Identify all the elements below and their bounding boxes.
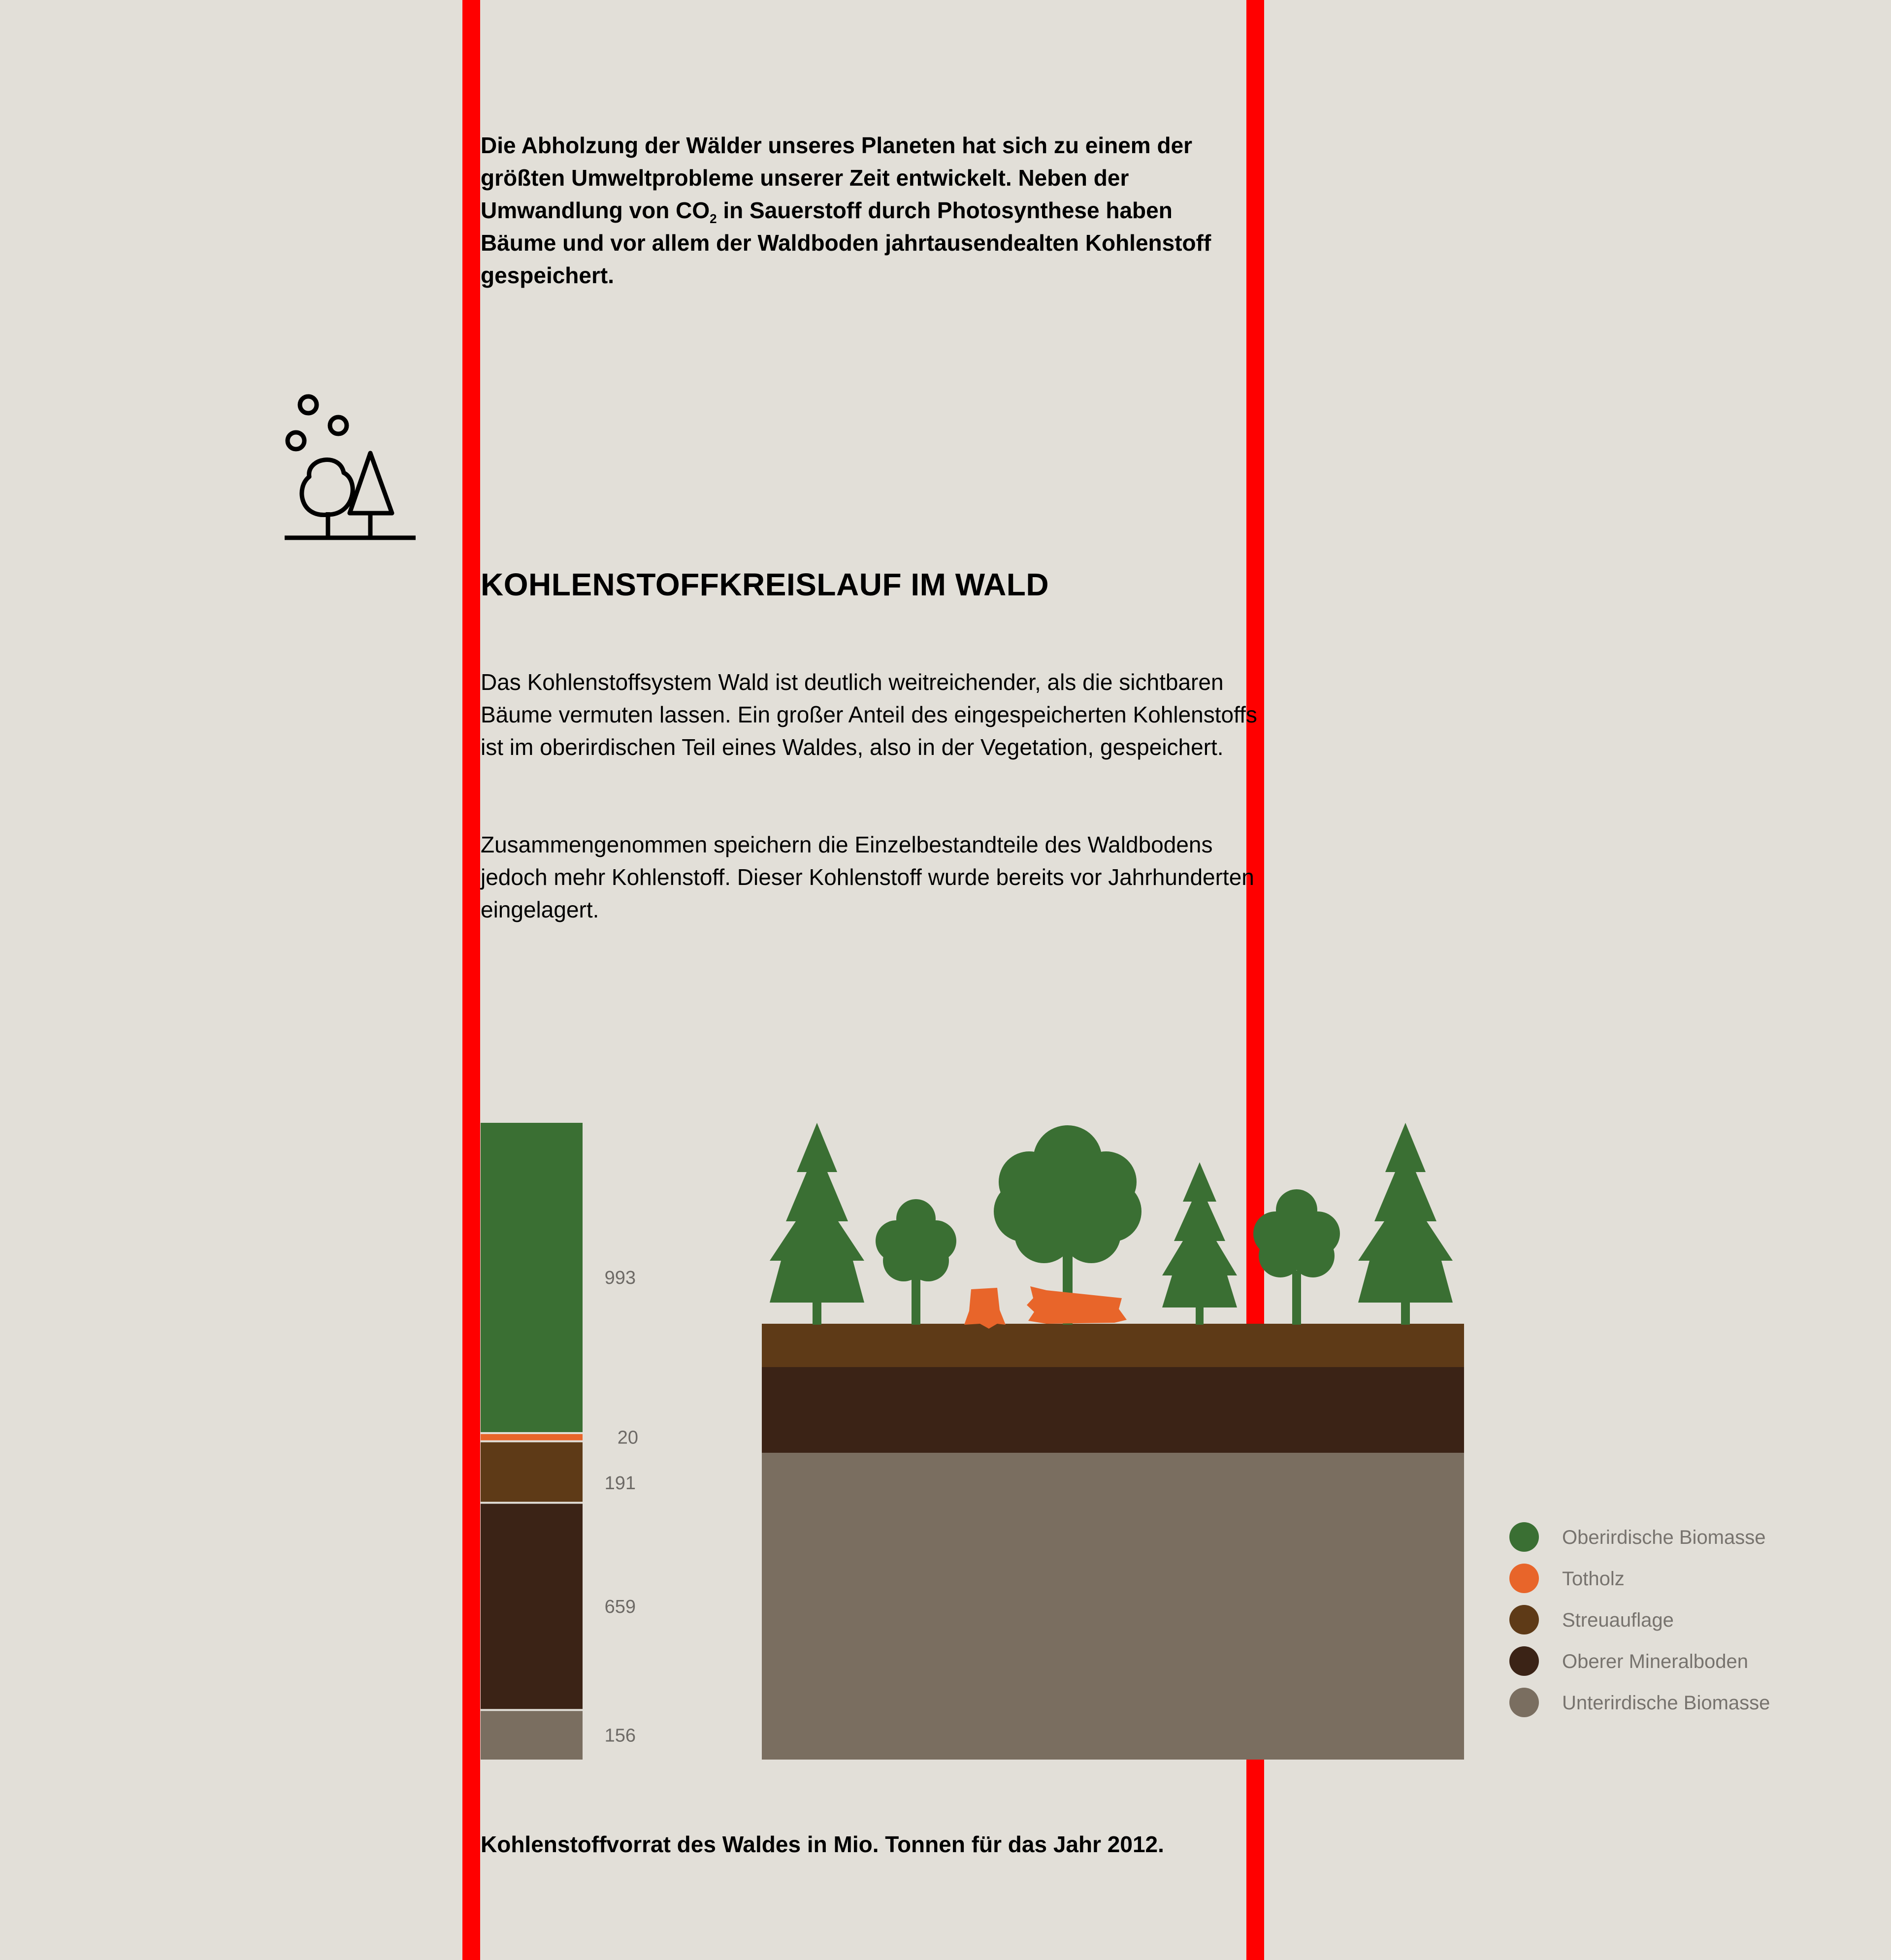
bar-segment-0 [481, 1123, 583, 1432]
legend-swatch-0 [1509, 1522, 1539, 1552]
section-heading: KOHLENSTOFFKREISLAUF IM WALD [481, 567, 1049, 602]
conifer-tree-1 [770, 1123, 864, 1325]
conifer-tree-3 [1358, 1123, 1453, 1325]
paragraph-1: Das Kohlenstoffsystem Wald ist deutlich weitreichender, als die sichtbaren Bäume vermuten lassen. Ein großer Anteil des eingespeicherten Kohlenstoffs ist im oberirdischen Teil eines Waldes, also in der Vegetation, gespeichert. [481, 669, 1257, 760]
deadwood-log [1027, 1286, 1127, 1324]
chart-caption: Kohlenstoffvorrat des Waldes in Mio. Tonnen für das Jahr 2012. [481, 1831, 1164, 1857]
stacked-bar [481, 1123, 583, 1760]
legend-label-2: Streuauflage [1562, 1609, 1674, 1631]
legend-swatch-1 [1509, 1564, 1539, 1593]
bar-segment-4 [481, 1711, 583, 1760]
paragraph-2: Zusammengenommen speichern die Einzelbestandteile des Waldbodens jedoch mehr Kohlenstoff. Dieser Kohlenstoff wurde bereits vor Jahrhunderten eingelagert. [481, 832, 1254, 922]
value-label-1: 20 [617, 1427, 638, 1448]
bar-segment-2 [481, 1442, 583, 1502]
deciduous-tree-small-2 [1253, 1189, 1340, 1325]
soil-stratum-roots [762, 1453, 1464, 1760]
value-labels [605, 1268, 638, 1746]
legend-swatch-3 [1509, 1646, 1539, 1676]
legend-swatch-4 [1509, 1688, 1539, 1717]
legend [1509, 1522, 1770, 1717]
value-label-0: 993 [604, 1268, 636, 1289]
legend-label-4: Unterirdische Biomasse [1562, 1692, 1770, 1714]
intro-text-part-2: in Sauerstoff durch Photosynthese haben Bäume und vor allem der Waldboden jahrtausendealten Kohlenstoff gespeichert. [481, 197, 1211, 288]
bar-segment-3 [481, 1504, 583, 1709]
deadwood-stump [964, 1288, 1006, 1329]
forest-soil-illustration [762, 1123, 1464, 1760]
soil-stratum-mineral [762, 1367, 1464, 1453]
intro-subscript: 2 [710, 211, 717, 226]
legend-swatch-2 [1509, 1605, 1539, 1634]
conifer-tree-2 [1162, 1162, 1237, 1325]
value-label-2: 191 [604, 1473, 636, 1494]
soil-stratum-litter [762, 1324, 1464, 1367]
legend-label-3: Oberer Mineralboden [1562, 1651, 1748, 1672]
value-label-3: 659 [604, 1596, 636, 1617]
legend-label-0: Oberirdische Biomasse [1562, 1527, 1766, 1548]
intro-text-part-1: Die Abholzung der Wälder unseres Planeten hat sich zu einem der größten Umweltprobleme unserer Zeit entwickelt. Neben der Umwandlung von CO [481, 132, 1193, 223]
value-label-4: 156 [604, 1725, 636, 1746]
deciduous-tree-small-1 [876, 1199, 956, 1325]
legend-label-1: Totholz [1562, 1568, 1625, 1590]
bar-segment-1 [481, 1434, 583, 1440]
